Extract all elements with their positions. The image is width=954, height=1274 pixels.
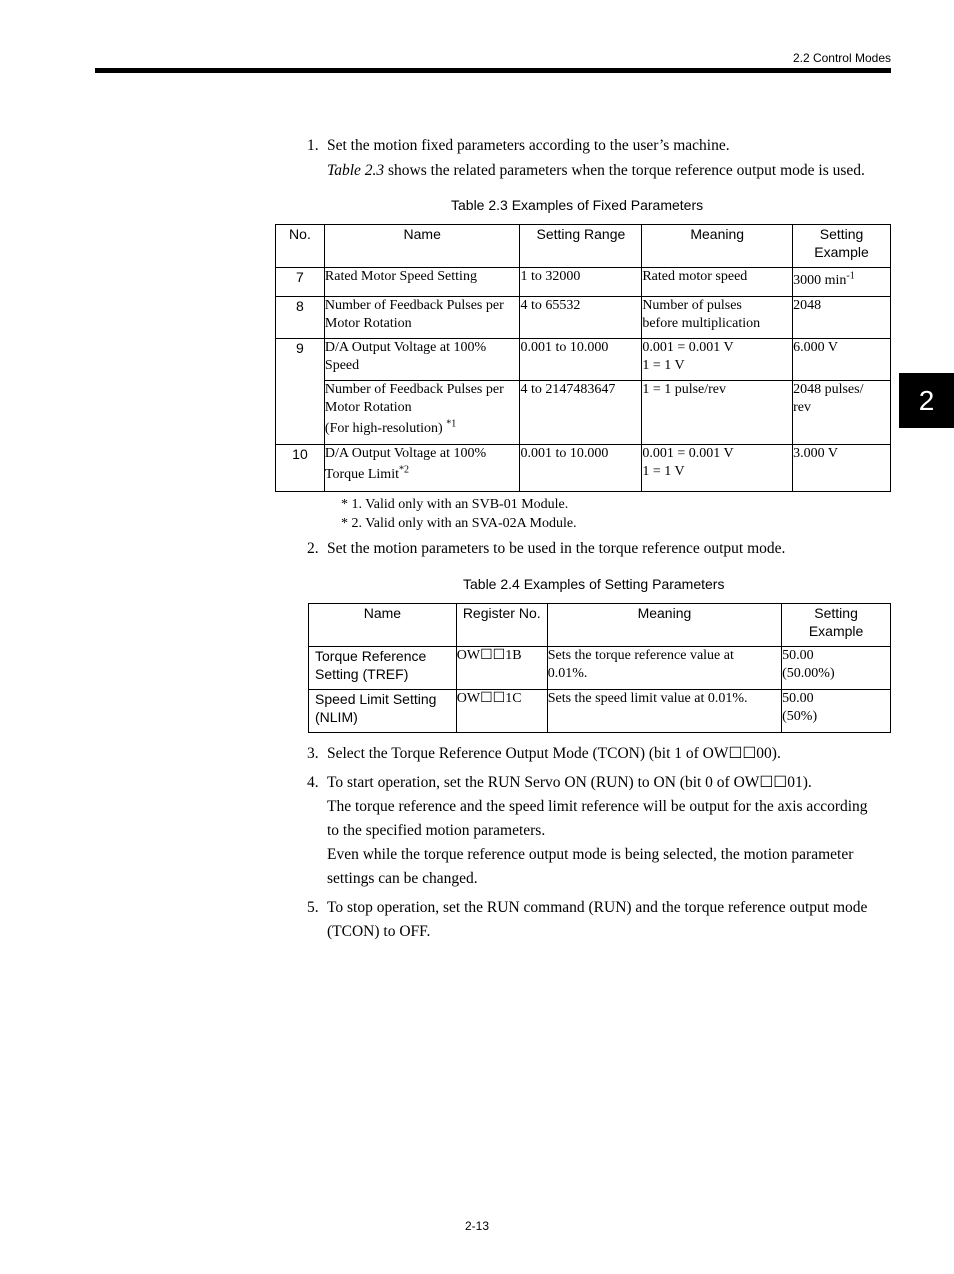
step-number: 1. — [307, 137, 319, 154]
table-row — [309, 647, 891, 690]
cell-range: 0.001 to 10.000 — [520, 339, 642, 381]
table-row — [309, 690, 891, 733]
header-meaning: Meaning — [547, 604, 781, 647]
cell-range: 1 to 32000 — [520, 268, 642, 297]
cell-register: OW☐☐1C — [456, 690, 547, 733]
table-2-3-caption: Table 2.3 Examples of Fixed Parameters — [451, 197, 704, 213]
cell-example: 50.00 (50%) — [782, 690, 891, 733]
header-name: Name — [309, 604, 457, 647]
cell-example: 6.000 V — [793, 339, 891, 381]
table-2-4-caption: Table 2.4 Examples of Setting Parameters — [463, 576, 725, 592]
step-number: 4. — [307, 774, 319, 791]
cell-range: 4 to 2147483647 — [520, 381, 642, 445]
step-number: 5. — [307, 899, 319, 916]
table-row — [276, 297, 891, 339]
header-setting-example: Setting Example — [793, 225, 891, 268]
cell-no: 8 — [276, 297, 325, 339]
cell-example: 3.000 V — [793, 445, 891, 492]
table-reference: Table 2.3 — [327, 162, 385, 179]
table-row — [276, 445, 891, 492]
header-meaning: Meaning — [642, 225, 793, 268]
table-row — [276, 268, 891, 297]
cell-name: Torque Reference Setting (TREF) — [309, 647, 457, 690]
table-header-row — [276, 225, 891, 268]
cell-meaning: 0.001 = 0.001 V 1 = 1 V — [642, 339, 793, 381]
cell-register: OW☐☐1B — [456, 647, 547, 690]
section-header: 2.2 Control Modes — [792, 51, 891, 65]
cell-no-empty — [276, 381, 325, 445]
step-1-note — [327, 159, 865, 183]
step-4-para-4: settings can be changed. — [327, 870, 478, 887]
header-rule — [95, 68, 891, 73]
cell-meaning: Sets the speed limit value at 0.01%. — [547, 690, 781, 733]
header-setting-example: Setting Example — [782, 604, 891, 647]
header-name: Name — [324, 225, 520, 268]
cell-meaning: Number of pulses before multiplication — [642, 297, 793, 339]
step-text: To stop operation, set the RUN command (RUN) and the torque reference output mode — [327, 899, 868, 916]
chapter-tab: 2 — [899, 373, 954, 428]
step-number: 3. — [307, 745, 319, 762]
table-row — [276, 339, 891, 381]
cell-meaning: Sets the torque reference value at 0.01%. — [547, 647, 781, 690]
cell-meaning: 0.001 = 0.001 V 1 = 1 V — [642, 445, 793, 492]
step-number: 2. — [307, 540, 319, 557]
cell-name: Speed Limit Setting (NLIM) — [309, 690, 457, 733]
footnote-2: * 2. Valid only with an SVA-02A Module. — [341, 516, 577, 531]
cell-example: 2048 — [793, 297, 891, 339]
step-text: To start operation, set the RUN Servo ON (RUN) to ON (bit 0 of OW☐☐01). — [327, 774, 812, 791]
cell-no: 9 — [276, 339, 325, 381]
header-no: No. — [276, 225, 325, 268]
footnote-1: * 1. Valid only with an SVB-01 Module. — [341, 497, 569, 512]
step-4-para-2: to the specified motion parameters. — [327, 822, 546, 839]
cell-name: Number of Feedback Pulses per Motor Rotation (For high-resolution) $^{*1}$ — [324, 381, 520, 445]
fixed-parameters-table — [275, 224, 891, 492]
page-number: 2-13 — [464, 1219, 490, 1233]
step-4-para-1: The torque reference and the speed limit reference will be output for the axis according — [327, 798, 868, 815]
step-text: Select the Torque Reference Output Mode (TCON) (bit 1 of OW☐☐00). — [327, 745, 781, 762]
cell-name: D/A Output Voltage at 100% Torque Limit$^{*2}$ — [324, 445, 520, 492]
cell-range: 0.001 to 10.000 — [520, 445, 642, 492]
setting-parameters-table — [308, 603, 891, 733]
header-setting-range: Setting Range — [520, 225, 642, 268]
cell-meaning: 1 = 1 pulse/rev — [642, 381, 793, 445]
step-4-para-3: Even while the torque reference output mode is being selected, the motion parameter — [327, 846, 854, 863]
table-header-row — [309, 604, 891, 647]
header-register-no: Register No. — [456, 604, 547, 647]
step-text: Set the motion parameters to be used in the torque reference output mode. — [327, 540, 786, 557]
cell-example: 3000 $\min^{-1}$ — [793, 268, 891, 297]
step-5-continuation: (TCON) to OFF. — [327, 923, 431, 940]
cell-no: 7 — [276, 268, 325, 297]
cell-range: 4 to 65532 — [520, 297, 642, 339]
cell-example: 2048 pulses/ rev — [793, 381, 891, 445]
cell-name: Rated Motor Speed Setting — [324, 268, 520, 297]
cell-meaning: Rated motor speed — [642, 268, 793, 297]
note-text: shows the related parameters when the torque reference output mode is used. — [384, 162, 865, 179]
cell-name: D/A Output Voltage at 100% Speed — [324, 339, 520, 381]
cell-example: 50.00 (50.00%) — [782, 647, 891, 690]
step-text: Set the motion fixed parameters according to the user’s machine. — [327, 137, 730, 154]
cell-name: Number of Feedback Pulses per Motor Rotation — [324, 297, 520, 339]
table-row — [276, 381, 891, 445]
cell-no: 10 — [276, 445, 325, 492]
